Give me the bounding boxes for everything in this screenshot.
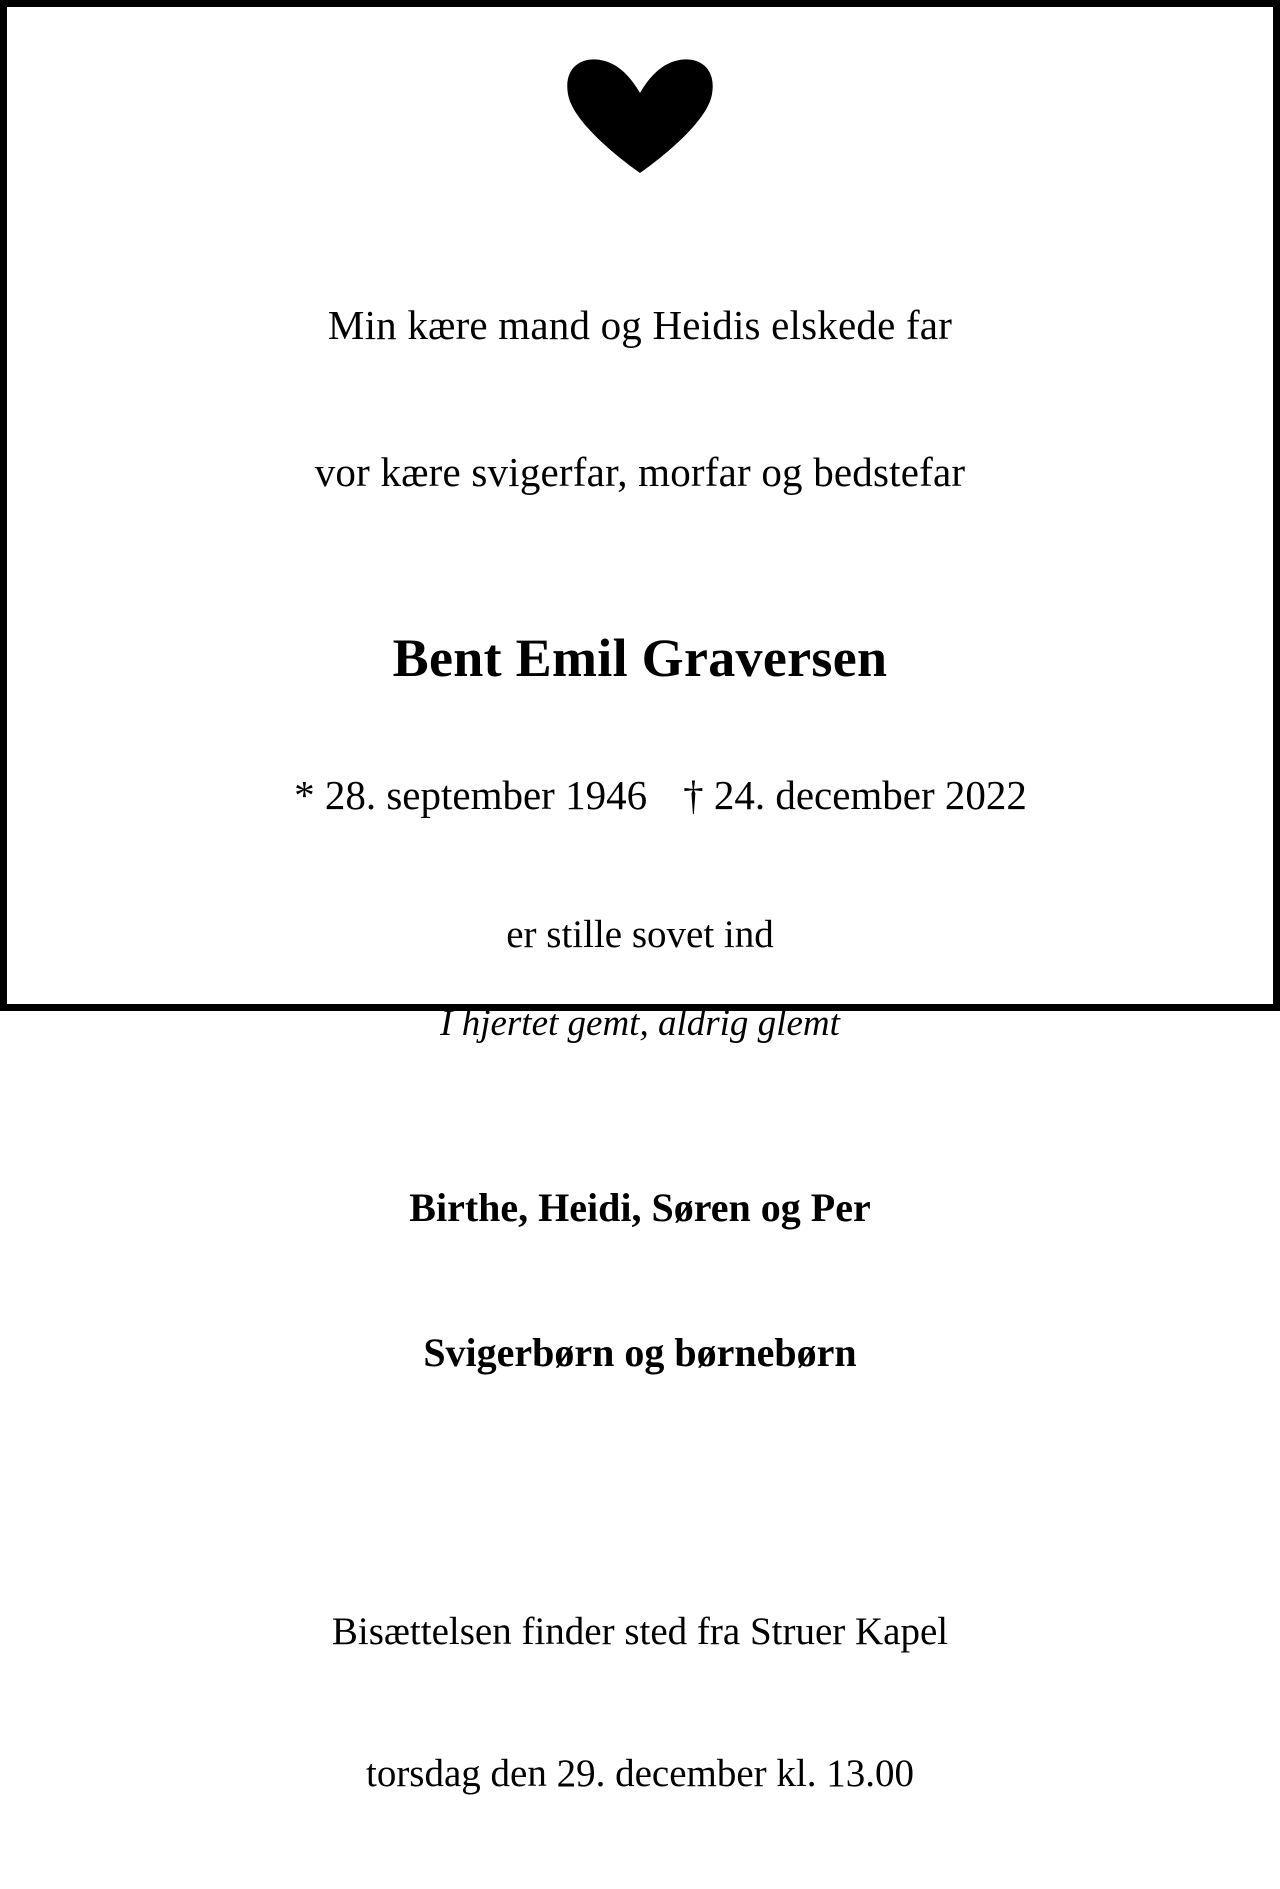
- death-date: † 24. december 2022: [683, 772, 1027, 819]
- birth-date: * 28. september 1946: [294, 772, 648, 819]
- relation-line-1: Min kære mand og Heidis elskede far: [327, 301, 953, 348]
- heart-icon-container: [7, 59, 1273, 174]
- funeral-line-2: torsdag den 29. december kl. 13.00: [365, 1752, 915, 1796]
- passing-text: er stille sovet ind: [506, 912, 774, 956]
- life-dates: [253, 723, 1027, 868]
- funeral-details: [332, 1517, 948, 1889]
- relation-text: [315, 204, 966, 593]
- survivors-line-2: Svigerbørn og børnebørn: [423, 1330, 857, 1376]
- heart-icon: [565, 59, 715, 174]
- deceased-name: Bent Emil Graversen: [392, 628, 888, 688]
- survivors-line-1: Birthe, Heidi, Søren og Per: [409, 1184, 871, 1230]
- funeral-line-1: Bisættelsen finder sted fra Struer Kapel: [331, 1610, 949, 1654]
- memorial-verse: I hjertet gemt, aldrig glemt: [440, 1002, 840, 1044]
- relation-line-2: vor kære svigerfar, morfar og bedstefar: [314, 448, 966, 495]
- survivors-text: [409, 1090, 870, 1472]
